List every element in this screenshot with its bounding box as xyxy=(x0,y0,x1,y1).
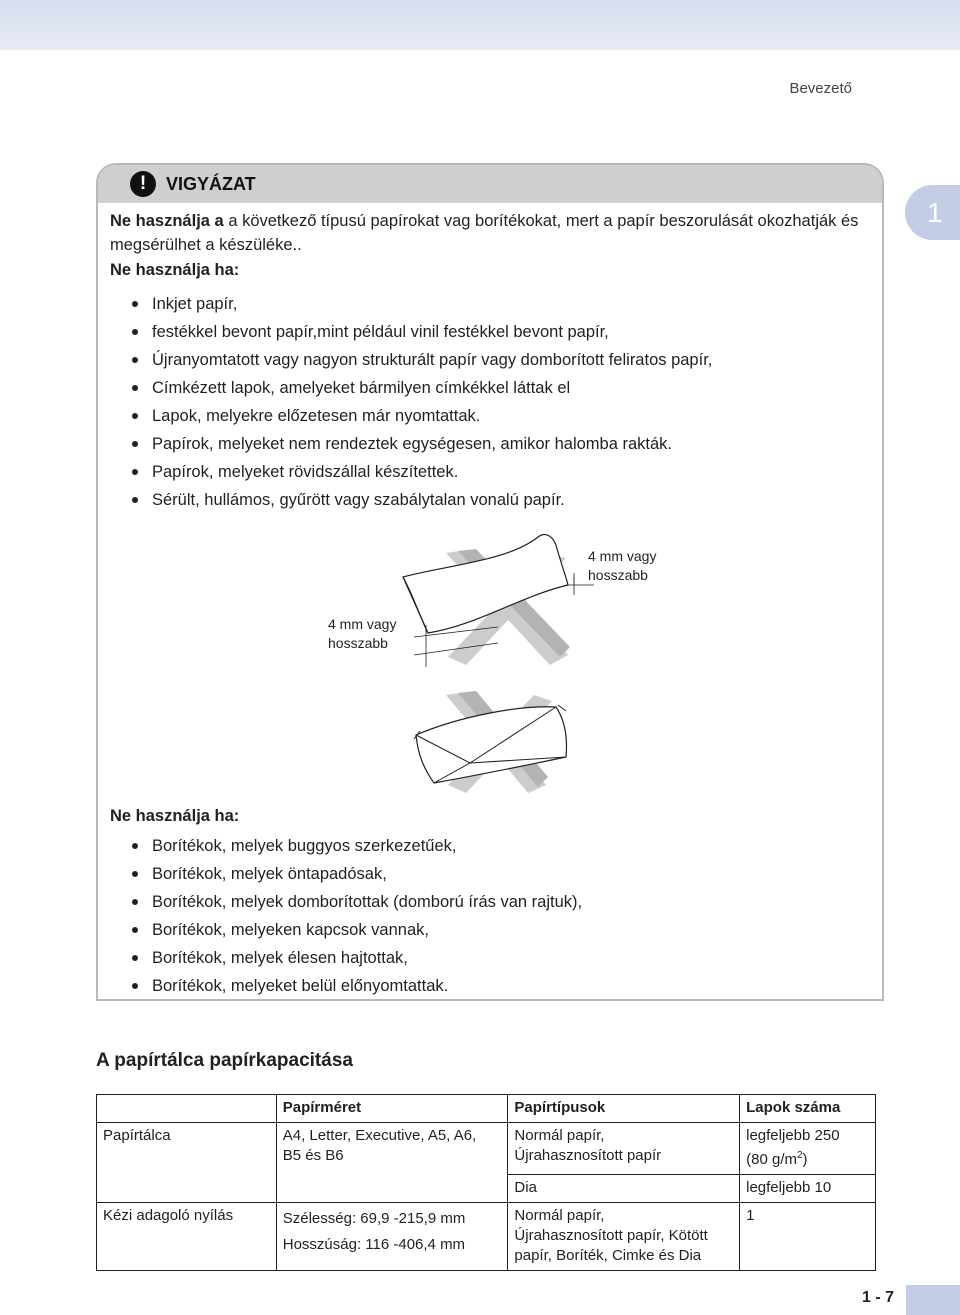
weight-text: (80 g/m xyxy=(746,1151,797,1168)
table-cell: Papírtálca xyxy=(97,1123,277,1203)
list-item: Borítékok, melyek élesen hajtottak, xyxy=(110,944,870,972)
table-cell xyxy=(276,1123,508,1203)
table-cell-line: Hosszúság: 116 -406,4 mm xyxy=(282,1236,466,1253)
table-cell-line: Normál papír, xyxy=(514,1127,605,1144)
list-item: Lapok, melyekre előzetesen már nyomtattak. xyxy=(110,402,870,430)
list-item: Címkézett lapok, amelyeket bármilyen címkékkel láttak el xyxy=(110,374,870,402)
table-cell-line: Szélesség: 69,9 -215,9 mm xyxy=(282,1210,466,1227)
caution-title: VIGYÁZAT xyxy=(166,174,256,194)
dimension-label-right-line2: hosszabb xyxy=(588,567,648,583)
table-header-row xyxy=(97,1095,876,1123)
chapter-number: 1 xyxy=(927,197,943,228)
list-item: Sérült, hullámos, gyűrött vagy szabálytalan vonalú papír. xyxy=(110,486,870,514)
table-cell: Kézi adagoló nyílás xyxy=(97,1203,277,1271)
table-cell: legfeljebb 10 xyxy=(740,1175,876,1203)
table-cell xyxy=(508,1123,740,1175)
table-row xyxy=(97,1203,876,1271)
section-title: A papírtálca papírkapacitása xyxy=(96,1050,353,1071)
capacity-table xyxy=(96,1094,876,1271)
list-item: Papírok, melyeket nem rendeztek egységesen, amikor halomba rakták. xyxy=(110,430,870,458)
table-cell xyxy=(276,1203,508,1271)
list-item: festékkel bevont papír,mint például vinil festékkel bevont papír, xyxy=(110,318,870,346)
dimension-label-left xyxy=(328,615,396,653)
table-cell-line xyxy=(746,1146,869,1170)
table-cell-line: B5 és B6 xyxy=(282,1147,344,1164)
list-item: Borítékok, melyek öntapadósak, xyxy=(110,860,870,888)
table-cell: 1 xyxy=(740,1203,876,1271)
list-item: Papírok, melyeket rövidszállal készítettek. xyxy=(110,458,870,486)
running-header: Bevezető xyxy=(789,80,852,97)
table-header-cell: Papírméret xyxy=(276,1095,508,1123)
table-header-cell: Lapok száma xyxy=(740,1095,876,1123)
table-header-cell: Papírtípusok xyxy=(508,1095,740,1123)
list-item: Borítékok, melyek buggyos szerkezetűek, xyxy=(110,832,870,860)
table-cell-line: Újrahasznosított papír, Kötött xyxy=(514,1227,708,1244)
weight-superscript: 2 xyxy=(796,1150,803,1161)
table-cell-line: Normál papír, xyxy=(514,1207,605,1224)
envelope-list xyxy=(110,832,870,1000)
caution-intro-bold: Ne használja a xyxy=(110,212,224,230)
table-cell-line: A4, Letter, Executive, A5, A6, xyxy=(282,1127,477,1144)
table-cell xyxy=(740,1123,876,1175)
page-number-text: 1 - 7 xyxy=(862,1289,895,1306)
paper-heading: Ne használja ha: xyxy=(110,261,240,279)
caution-box xyxy=(96,163,884,1001)
envelope-heading: Ne használja ha: xyxy=(110,807,240,825)
table-cell-line: papír, Boríték, Cimke és Dia xyxy=(514,1247,702,1264)
weight-close: ) xyxy=(802,1151,808,1168)
dimension-label-right xyxy=(588,547,656,585)
list-item: Inkjet papír, xyxy=(110,290,870,318)
table-cell-line: Újrahasznosított papír xyxy=(514,1147,662,1164)
list-item: Újranyomtatott vagy nagyon strukturált papír vagy domborított feliratos papír, xyxy=(110,346,870,374)
page-number xyxy=(852,1285,960,1315)
table-cell: Dia xyxy=(508,1175,740,1203)
table-cell-line: legfeljebb 250 xyxy=(746,1127,840,1144)
list-item: Borítékok, melyeket belül előnyomtattak. xyxy=(110,972,870,1000)
top-band xyxy=(0,0,960,50)
page-number-bar xyxy=(906,1285,960,1315)
table-cell xyxy=(508,1203,740,1271)
chapter-tab xyxy=(905,185,960,240)
list-item: Borítékok, melyeken kapcsok vannak, xyxy=(110,916,870,944)
dimension-label-left-line2: hosszabb xyxy=(328,635,388,651)
table-header-cell xyxy=(97,1095,277,1123)
dimension-label-right-line1: 4 mm vagy xyxy=(588,548,657,564)
dimension-label-left-line1: 4 mm vagy xyxy=(328,616,397,632)
table-row xyxy=(97,1123,876,1175)
list-item: Borítékok, melyek domborítottak (domború írás van rajtuk), xyxy=(110,888,870,916)
exclamation-icon: ! xyxy=(130,171,156,197)
caution-intro-text: a következő típusú papírokat vag borítékokat, mert a papír beszorulását okozhatják és megsérülhet a készüléke.. xyxy=(110,212,859,254)
